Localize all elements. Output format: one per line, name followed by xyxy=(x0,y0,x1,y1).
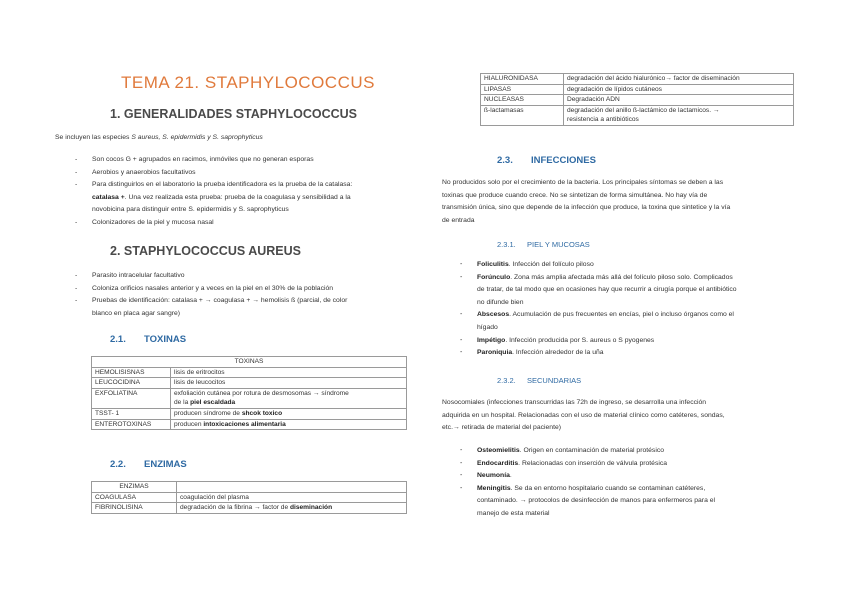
list-item: - Meningitis. Se da en entorno hospitalario cuando se contaminan catéteres, contaminado. → protocolos de desinfección de manos para enfermeros para el manejo de esta material xyxy=(460,484,716,517)
section-1-heading: 1. GENERALIDADES STAPHYLOCOCCUS xyxy=(110,107,358,121)
enzimas-heading: 2.2. ENZIMAS xyxy=(110,459,187,470)
table-title: ENZIMAS xyxy=(92,482,177,493)
secundarias-paragraph: Nosocomiales (infecciones transcurridas las 72h de ingreso, se desarrolla una infección adquirida en un hospital. Relacionadas con el uso de material clínico como catéteres, sondas, etc.→ retirada de material del paciente) xyxy=(442,399,725,432)
list-item: - Para distinguirlos en el laboratorio la prueba identificadora es la prueba de la catalasa: catalasa +. Una vez realizada esta prueba: prueba de la coagulasa y sensibilidad a la novobicina para distinguir entre S. epidermidis y S. saprophyticus xyxy=(75,181,353,214)
enzimas-table-continued xyxy=(480,73,794,126)
list-item: - Son cocos G + agrupados en racimos, inmóviles que no generan esporas xyxy=(75,156,314,163)
table-title: TOXINAS xyxy=(92,357,407,368)
table-row: HIALURONIDASA degradación del ácido hialurónico→ factor de diseminación xyxy=(481,74,794,85)
section-1-list xyxy=(75,154,407,230)
infecciones-heading: 2.3. INFECCIONES xyxy=(497,155,596,166)
list-item: - Neumonía. xyxy=(460,472,512,480)
section-2-heading: 2. STAPHYLOCOCCUS AUREUS xyxy=(110,244,301,258)
infecciones-paragraph: No producidos solo por el crecimiento de la bacteria. Los principales síntomas se deben a las toxinas que produce cuando crece. No se sintetizan de forma simultánea. No hay vía de transmisión única, sino que depende de la infección que produce, la toxina que sintetice y la vía de entrada xyxy=(442,179,731,224)
table-row: HEMOLISISNAS lisis de eritrocitos xyxy=(92,367,407,378)
table-row: LEUCOCIDINA lisis de leucocitos xyxy=(92,378,407,389)
enzimas-table xyxy=(91,481,407,514)
toxinas-heading: 2.1. TOXINAS xyxy=(110,334,187,345)
table-row: EXFOLIATINA exfoliación cutánea por rotura de desmosomas → síndrome de la piel escaldada xyxy=(92,388,407,408)
list-item: - Parasito intracelular facultativo xyxy=(75,272,185,279)
page-title: TEMA 21. STAPHYLOCOCCUS xyxy=(121,73,375,92)
toxinas-table xyxy=(91,356,407,430)
list-item: - Osteomielitis. Origen en contaminación de material protésico xyxy=(460,447,665,454)
list-item: - Forúnculo. Zona más amplia afectada más allá del folículo piloso solo. Complicados de tratar, de tal modo que en ocasiones hay que recurrir a cirugía porque el antibiótico no difunde bien xyxy=(460,273,737,306)
list-item: - Abscesos. Acumulación de pus frecuentes en encías, piel o incluso órganos como el hígado xyxy=(460,311,734,331)
table-row: ENTEROTOXINAS producen intoxicaciones alimentaria xyxy=(92,419,407,430)
table-row: COAGULASA coagulación del plasma xyxy=(92,492,407,503)
table-row: ß-lactamasas degradación del anillo ß-lactámico de lactamicos. → resistencia a antibióticos xyxy=(481,105,794,125)
list-item: - Colonizadores de la piel y mucosa nasal xyxy=(75,218,214,226)
table-row: LIPASAS degradación de lípidos cutáneos xyxy=(481,84,794,95)
section-2-list xyxy=(75,270,407,320)
list-item: - Endocarditis. Relacionadas con inserción de válvula protésica xyxy=(460,459,668,467)
list-item: - Coloniza orificios nasales anterior y a veces en la piel en el 30% de la población xyxy=(75,284,334,292)
piel-mucosas-heading: 2.3.1. PIEL Y MUCOSAS xyxy=(497,240,590,249)
table-row xyxy=(92,357,407,368)
secundarias-list xyxy=(460,445,794,521)
table-row: NUCLEASAS Degradación ADN xyxy=(481,95,794,106)
list-item: - Paroniquia. Infección alrededor de la uña xyxy=(460,349,604,357)
intro-text: Se incluyen las especies S aureus, S. epidermidis y S. saprophyticus xyxy=(55,134,263,141)
table-row: TSST- 1 producen síndrome de shcok toxico xyxy=(92,408,407,419)
piel-mucosas-list xyxy=(460,259,794,360)
list-item: - Pruebas de identificación: catalasa + → coagulasa + → hemolisis ß (parcial, de color blanco en placa agar sangre) xyxy=(75,297,348,317)
table-row: FIBRINOLISINA degradación de la fibrina → factor de diseminación xyxy=(92,503,407,514)
list-item: - Aerobios y anaerobios facultativos xyxy=(75,168,196,176)
secundarias-heading: 2.3.2. SECUNDARIAS xyxy=(497,376,582,385)
list-item: - Foliculitis. Infección del folículo piloso xyxy=(460,261,594,268)
list-item: - Impétigo. Infección producida por S. aureus o S pyogenes xyxy=(460,336,655,344)
table-row xyxy=(92,482,407,493)
